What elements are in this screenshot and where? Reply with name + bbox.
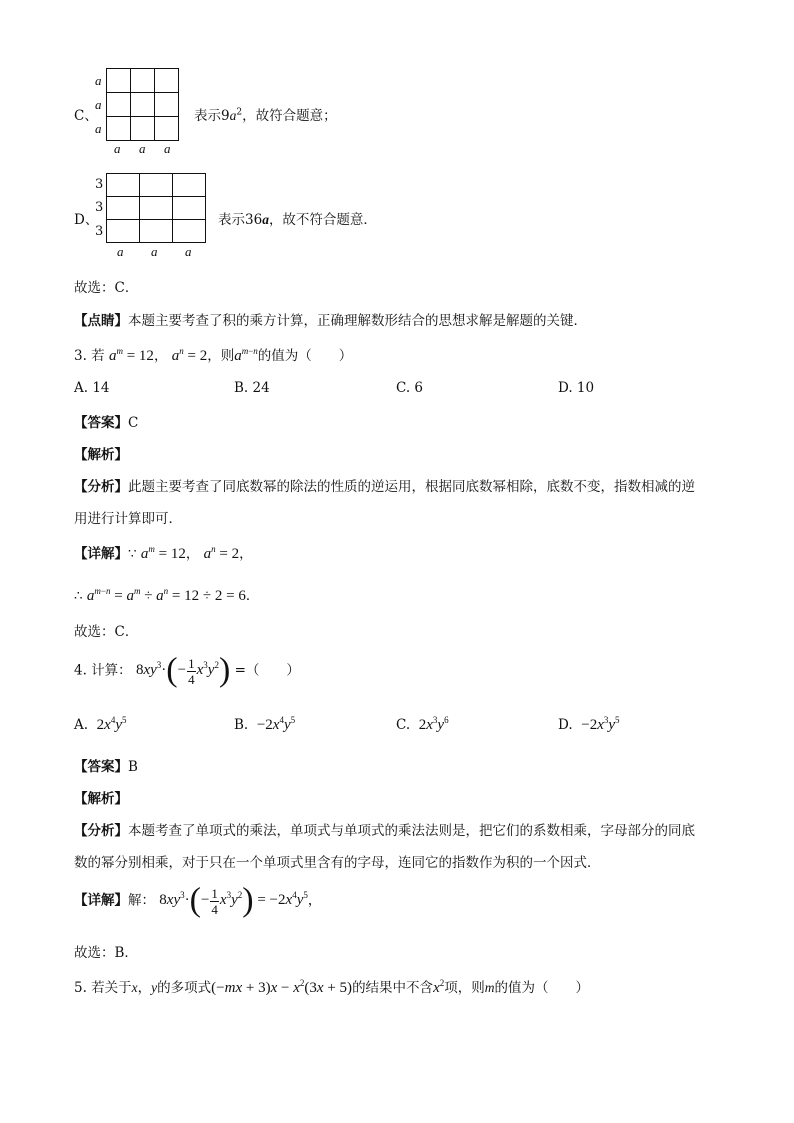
q3-option-b: B. 24 xyxy=(234,380,270,396)
q4-option-a: A. $2x^4y^5$ xyxy=(74,715,127,733)
q3-detail-calc: ∴ $a^{m-n} = a^m \div a^n = 12 \div 2 = 6$． xyxy=(74,586,260,604)
q3-eq2: $a^n = 2$ xyxy=(171,346,208,364)
q3-stem: 3. 若 $a^m = 12$， $a^n = 2$，则$a^{m-n}$的值为（ ） xyxy=(74,346,353,364)
q4-fenxi-line2: 数的幂分别相乘，对于只在一个单项式里含有的字母，连同它的指数作为积的一个因式． xyxy=(74,855,601,871)
option-c-row-label: a xyxy=(95,121,102,136)
option-c-grid xyxy=(106,68,179,141)
option-d-col-label: a xyxy=(117,244,124,259)
q4-analysis-tag: 【解析】 xyxy=(74,791,128,807)
q3-detail: 【详解】∵ $a^m = 12$， $a^n = 2$， xyxy=(74,544,253,562)
q5-stem: 5. 若关于x，y的多项式$(-mx + 3)x - x^2(3x + 5)$的结果中不含$x^2$项，则m的值为（ ） xyxy=(74,978,589,996)
q3-fenxi-line1: 【分析】此题主要考查了同底数幂的除法的性质的逆运用，根据同底数幂相除，底数不变，指数相减的逆 xyxy=(74,479,695,495)
q4-expression: $8xy^3\cdot(-$ $\frac{1}{4}$ $x^3y^2$) xyxy=(135,652,231,689)
option-d-grid xyxy=(106,173,206,243)
q3-analysis-tag: 【解析】 xyxy=(74,447,128,463)
option-d-row-label: 3 xyxy=(95,224,104,239)
q4-option-b: B. $-2x^4y^5$ xyxy=(234,715,296,733)
option-c-description: 表示$9a^2$，故符合题意； xyxy=(194,107,337,124)
q3-final: 故选：C． xyxy=(74,624,139,640)
option-d-col-label: a xyxy=(185,244,192,259)
q3-fenxi-line2: 用进行计算即可． xyxy=(74,511,182,527)
q4-final: 故选：B． xyxy=(74,945,138,961)
q3-eq1: $a^m = 12$ xyxy=(108,346,154,364)
option-c-col-label: a xyxy=(139,141,146,156)
q4-detail: 【详解】解： $8xy^3\cdot(-$ $\frac{1}{4}$ $x^3y^2) = -2x^4y^5$， xyxy=(74,882,322,919)
q3-answer: 【答案】C xyxy=(74,415,139,431)
option-c-col-label: a xyxy=(114,141,121,156)
q4-stem: 4. 计算： $8xy^3\cdot(-$ $\frac{1}{4}$ $x^3y^2$) =（ ） xyxy=(74,652,300,689)
option-c-col-label: a xyxy=(164,141,171,156)
q3-option-d: D. 10 xyxy=(558,380,595,396)
option-d-row-label: 3 xyxy=(95,200,104,215)
q4-fenxi-line1: 【分析】本题考查了单项式的乘法，单项式与单项式的乘法法则是，把它们的系数相乘，字母部分的同底 xyxy=(74,823,695,839)
option-c-prefix: C、 xyxy=(74,108,98,124)
q4-option-c: C. $2x^3y^6$ xyxy=(396,715,449,733)
option-d-row-label: 3 xyxy=(95,177,104,192)
q2-comment: 【点睛】本题主要考查了积的乘方计算，正确理解数形结合的思想求解是解题的关键． xyxy=(74,313,587,329)
q4-answer: 【答案】B xyxy=(74,759,138,775)
q4-option-d: D. $-2x^3y^5$ xyxy=(558,715,620,733)
q3-option-a: A. 14 xyxy=(74,380,110,396)
option-d-prefix: D、 xyxy=(74,212,99,228)
q3-option-c: C. 6 xyxy=(396,380,424,396)
option-d-description: 表示36a，故不符合题意． xyxy=(218,212,377,228)
option-c-row-label: a xyxy=(95,97,102,112)
q3-expr: $a^{m-n}$ xyxy=(234,346,258,364)
option-d-col-label: a xyxy=(151,244,158,259)
q2-answer: 故选：C． xyxy=(74,280,139,296)
option-c-row-label: a xyxy=(95,73,102,88)
